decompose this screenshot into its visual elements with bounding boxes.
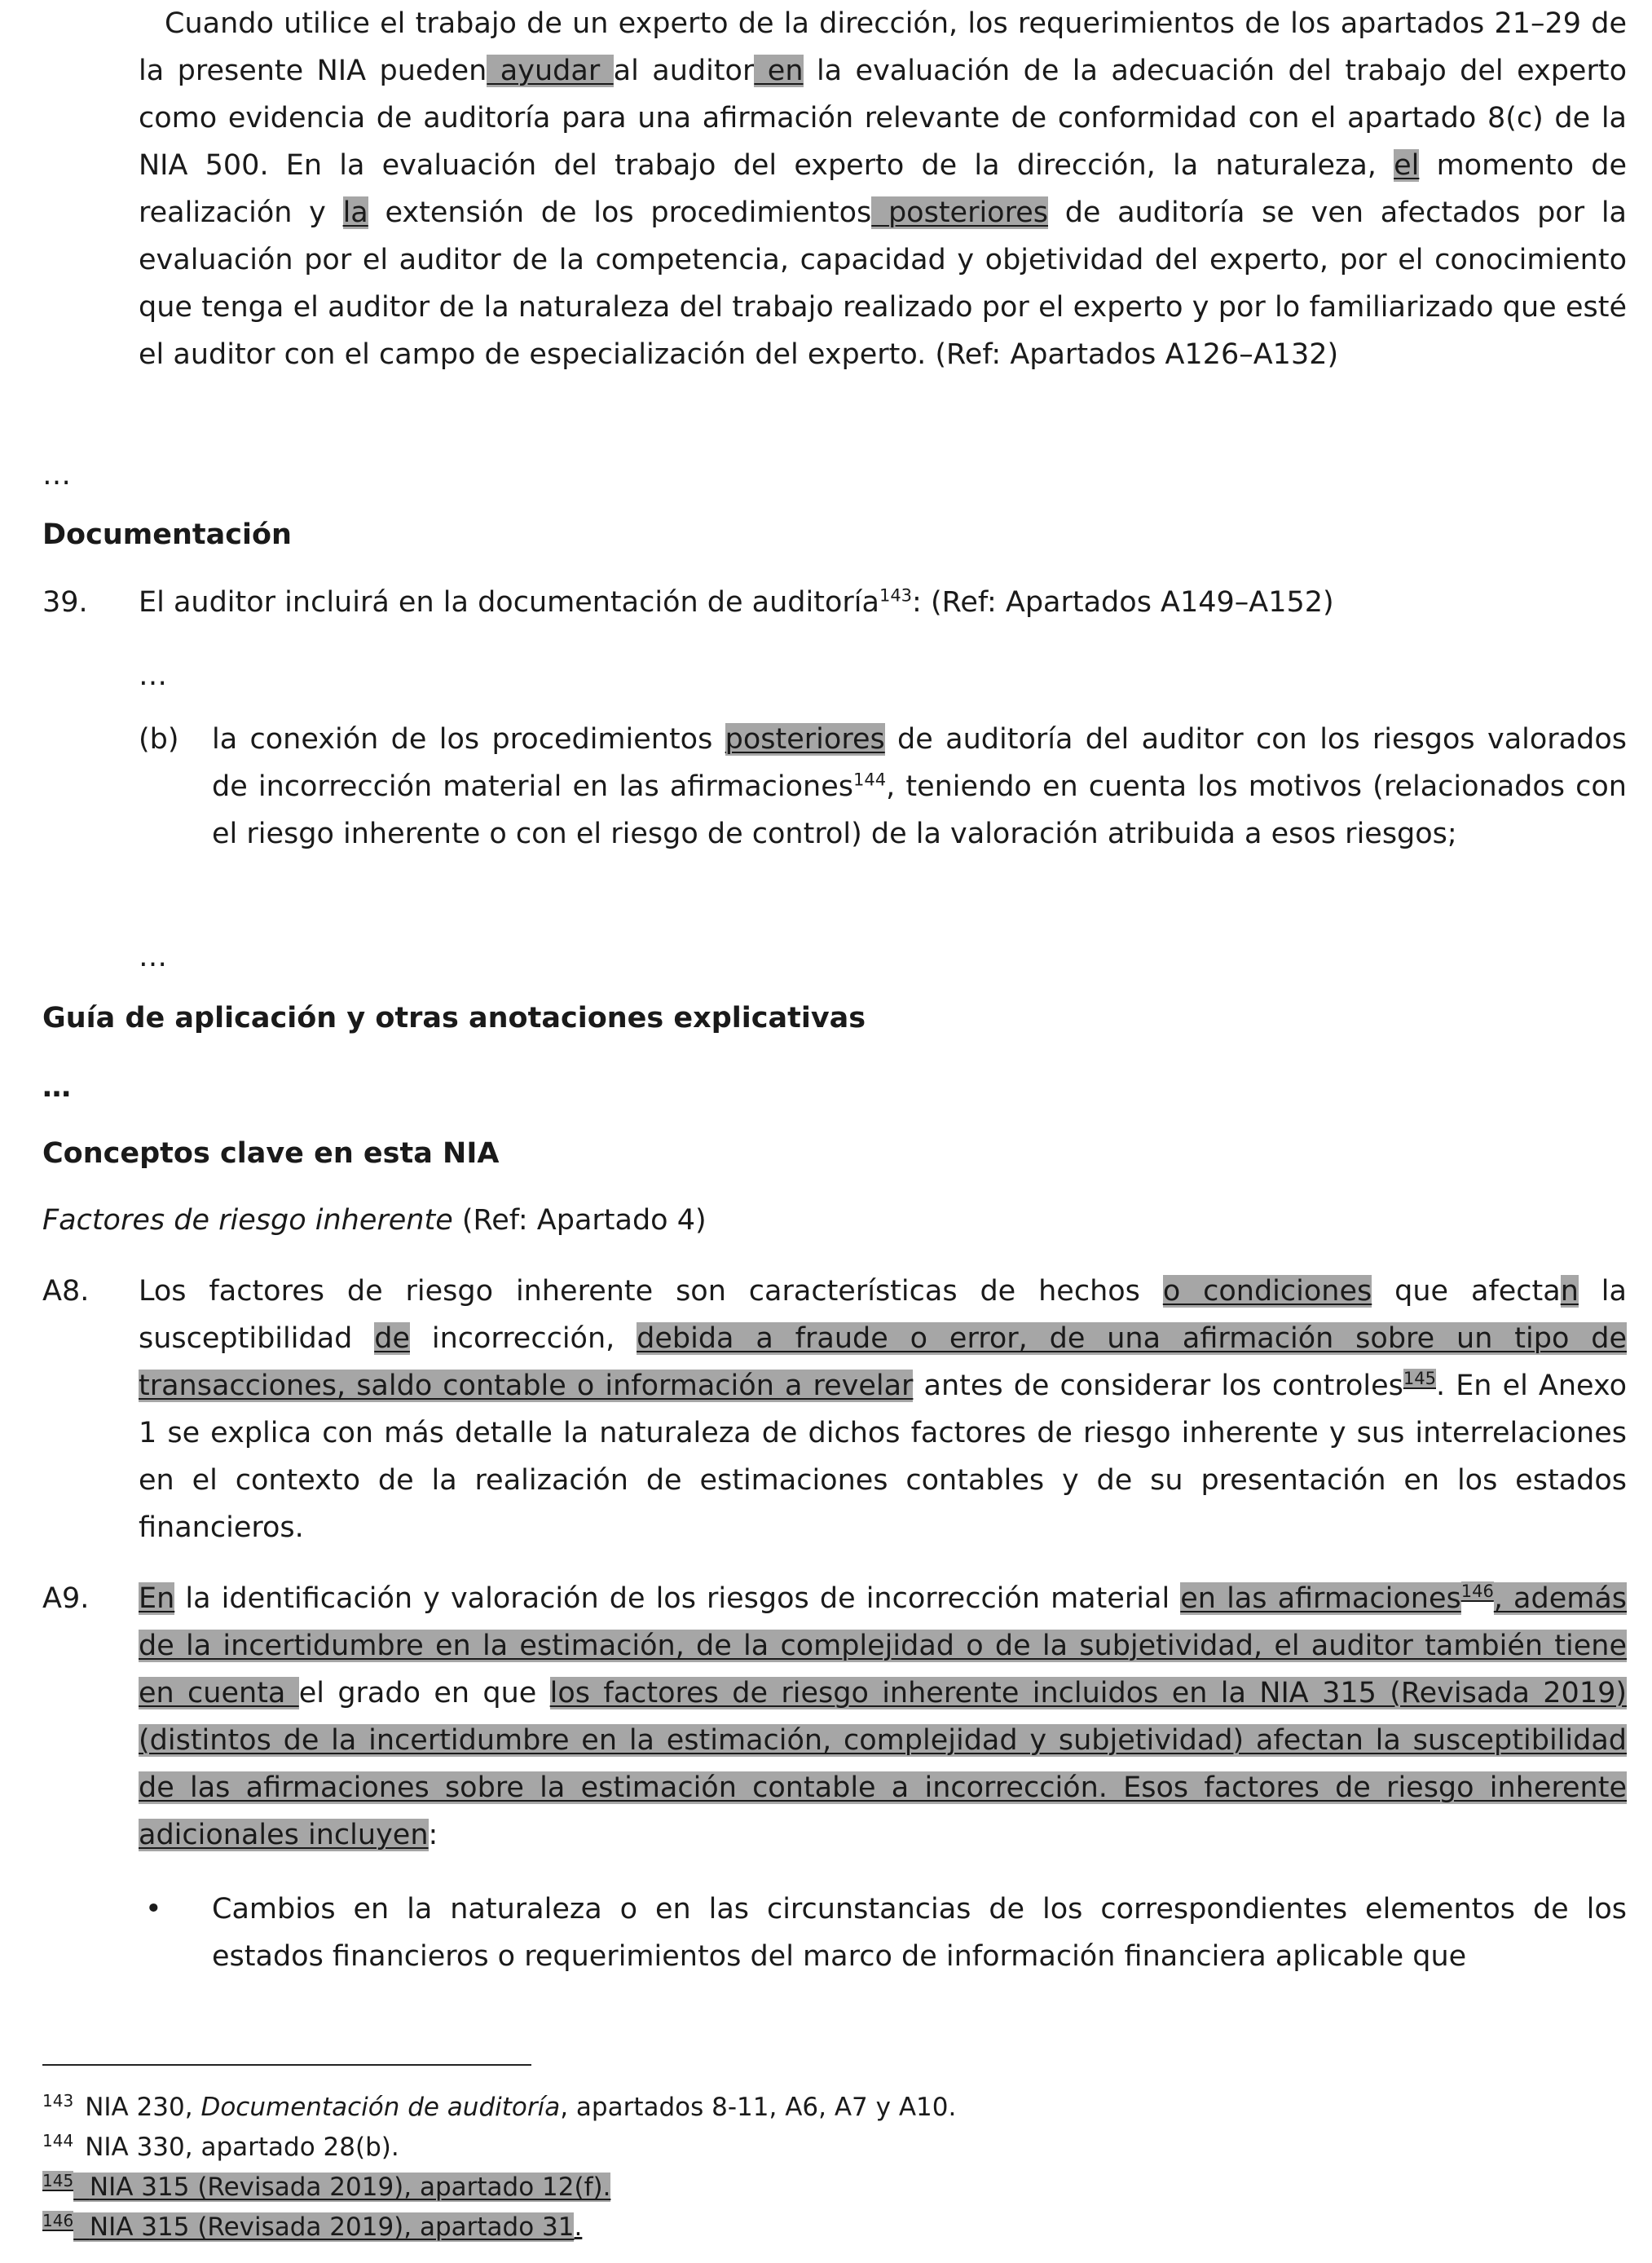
paragraph-a9-number: A9.: [42, 1582, 90, 1615]
highlight-n: n: [1560, 1275, 1579, 1308]
footnote-number: 143: [42, 2090, 74, 2111]
highlight-en-a9: En: [139, 1582, 175, 1615]
item-b-text-2: de auditoría del auditor con los riesgos valorados de incorrección material en las afirmaciones: [212, 723, 1627, 803]
highlight-ayudar: ayudar: [487, 55, 614, 87]
a8-text-5: antes de considerar los controles: [913, 1370, 1403, 1402]
a8-text-6: . En el Anexo 1 se explica con más detalle la naturaleza de dichos factores de riesgo inherente y sus interrelaciones en el contexto de la realización de estimaciones contables y de su presentación en los estados financieros.: [139, 1370, 1627, 1544]
footnote-text: NIA 230,: [85, 2093, 201, 2122]
footnote-145: [42, 2167, 610, 2208]
paragraph-39-ref: : (Ref: Apartados A149–A152): [912, 586, 1334, 619]
paragraph-a8: [139, 1268, 1627, 1551]
a9-text-3: :: [428, 1819, 438, 1851]
footnote-text-tail: .: [574, 2212, 583, 2242]
highlight-debida-a-fraude: debida a fraude o error, de una afirmación sobre un tipo de transacciones, saldo contable o información a revelar: [139, 1322, 1627, 1402]
highlight-el: el: [1394, 149, 1420, 182]
footnote-number: 145: [42, 2170, 74, 2190]
paragraph-a8-number: A8.: [42, 1275, 90, 1308]
bullet-symbol: •: [145, 1893, 162, 1926]
a9-text-1: la identificación y valoración de los riesgos de incorrección material: [174, 1582, 1181, 1615]
bullet-item: Cambios en la naturaleza o en las circunstancias de los correspondientes elementos de los estados financieros o requerimientos del marco de información financiera aplicable que: [212, 1893, 1627, 1973]
heading-conceptos: Conceptos clave en esta NIA: [42, 1137, 500, 1170]
intro-paragraph: [139, 0, 1627, 378]
highlight-la: la: [342, 196, 368, 229]
footnote-text-tail: , apartados 8-11, A6, A7 y A10.: [560, 2093, 957, 2122]
footnote-text: NIA 315 (Revisada 2019), apartado 12(f).: [89, 2173, 611, 2202]
highlight-o-condiciones: o condiciones: [1162, 1275, 1372, 1308]
heading-documentacion: Documentación: [42, 518, 292, 551]
ellipsis-2: …: [139, 659, 167, 692]
highlight-posteriores: posteriores: [871, 196, 1048, 229]
paragraph-39-number: 39.: [42, 586, 88, 619]
footnote-title: Documentación de auditoría: [200, 2093, 561, 2122]
footnote-ref-145[interactable]: 145: [1403, 1369, 1436, 1389]
ellipsis-3: …: [139, 941, 167, 973]
intro-text-2: al auditor: [613, 55, 755, 87]
footnote-ref-143[interactable]: 143: [879, 585, 913, 606]
a8-text-4: incorrección,: [409, 1322, 637, 1355]
intro-text-5: extensión de los procedimientos: [368, 196, 872, 229]
highlight-de: de: [374, 1322, 410, 1355]
intro-text-3: la evaluación de la adecuación del trabajo del experto como evidencia de auditoría para una afirmación relevante de conformidad con el apartado 8(c) de la NIA 500. En la evaluación del trabajo del experto de la dirección, la naturaleza,: [139, 55, 1627, 182]
intro-text-6: de auditoría se ven afectados por la evaluación por el auditor de la competencia, capacidad y objetividad del experto, por el conocimiento que tenga el auditor de la naturaleza del trabajo realizado por el experto y por lo familiarizado que esté el auditor con el campo de especialización del experto. (Ref: Apartados A126–A132): [139, 196, 1627, 371]
a8-text-2: que afecta: [1372, 1275, 1561, 1308]
footnote-143: [42, 2087, 956, 2128]
item-b-text-3: , teniendo en cuenta los motivos (relacionados con el riesgo inherente o con el riesgo de control) de la valoración atribuida a esos riesgos;: [212, 770, 1627, 850]
footnote-text: NIA 315 (Revisada 2019), apartado 31: [89, 2212, 575, 2242]
subheading-factores-ref: (Ref: Apartado 4): [452, 1204, 707, 1237]
subheading-factores-title: Factores de riesgo inherente: [42, 1204, 453, 1237]
footnote-gap: [73, 2173, 90, 2202]
item-b-text-1: la conexión de los procedimientos: [212, 723, 725, 756]
intro-text-1: Cuando utilice el trabajo de un experto de la dirección, los requerimientos de los apartados 21–29 de la presente NIA pueden: [139, 7, 1627, 87]
subheading-factores: [42, 1197, 707, 1244]
ellipsis-1: …: [42, 459, 71, 492]
item-b: [212, 716, 1627, 858]
footnote-ref-146[interactable]: 146: [1460, 1581, 1494, 1602]
footnote-number: 146: [42, 2210, 74, 2230]
a8-text-3: la susceptibilidad: [139, 1275, 1627, 1355]
a8-text-1: Los factores de riesgo inherente son características de hechos: [139, 1275, 1163, 1308]
highlight-los-factores: los factores de riesgo inherente incluidos en la NIA 315 (Revisada 2019) (distintos de la incertidumbre en la estimación, complejidad y subjetividad) afectan la susceptibilidad de las afirmaciones sobre la estimación contable a incorrección. Esos factores de riesgo inherente adicionales incluyen: [139, 1677, 1628, 1851]
paragraph-39-text: El auditor incluirá en la documentación de auditoría: [139, 586, 879, 619]
footnote-144: [42, 2127, 399, 2168]
footnote-number: 144: [42, 2130, 74, 2151]
highlight-ademas: , además de la incertidumbre en la estimación, de la complejidad o de la subjetividad, el auditor también tiene en cuenta: [139, 1582, 1628, 1709]
heading-guia: Guía de aplicación y otras anotaciones explicativas: [42, 1002, 866, 1034]
footnote-separator: [42, 2064, 531, 2066]
highlight-en: en: [754, 55, 804, 87]
paragraph-39: [139, 579, 1627, 626]
ellipsis-4: …: [42, 1071, 71, 1104]
item-b-label: (b): [139, 723, 179, 756]
intro-text-4: momento de realización y: [139, 149, 1627, 229]
footnote-146: [42, 2207, 582, 2248]
footnote-ref-144[interactable]: 144: [853, 770, 887, 790]
highlight-en-las-afirmaciones: en las afirmaciones: [1180, 1582, 1461, 1615]
footnote-text: NIA 330, apartado 28(b).: [85, 2133, 399, 2162]
a9-text-2: el grado en que: [298, 1677, 550, 1709]
paragraph-a9: [139, 1575, 1627, 1859]
footnote-gap: [73, 2212, 90, 2242]
highlight-posteriores-b: posteriores: [725, 723, 885, 756]
